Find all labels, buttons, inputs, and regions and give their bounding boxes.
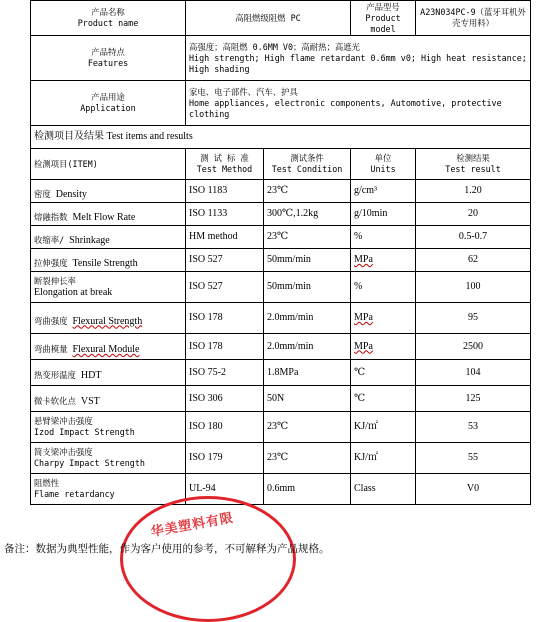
col-condition <box>264 149 351 180</box>
condition-cell: 2.0mm/min <box>264 334 351 360</box>
table-row <box>31 386 531 412</box>
product-model-label <box>351 1 416 36</box>
result-cell: 125 <box>416 386 531 412</box>
result-cell: 100 <box>416 272 531 303</box>
method-cell: ISO 1133 <box>186 203 264 226</box>
condition-cell: 50N <box>264 386 351 412</box>
application-value-cn: 家电、电子部件、汽车、护具 <box>189 86 298 97</box>
item-cell <box>31 334 186 360</box>
item-name-cn: 悬臂梁冲击强度 <box>34 416 93 426</box>
item-cell <box>31 203 186 226</box>
features-row <box>31 36 531 81</box>
method-cell: ISO 1183 <box>186 180 264 203</box>
application-label-en: Application <box>80 103 136 113</box>
table-row <box>31 203 531 226</box>
result-cell: 104 <box>416 360 531 386</box>
unit-cell: KJ/㎡ <box>351 412 416 443</box>
condition-cell: 1.8MPa <box>264 360 351 386</box>
unit-cell: % <box>351 226 416 249</box>
application-label-cn: 产品用途 <box>91 92 125 102</box>
item-name-en: VST <box>80 396 100 407</box>
method-cell: ISO 178 <box>186 334 264 360</box>
table-row <box>31 360 531 386</box>
product-model-label-en: Product model <box>365 12 401 34</box>
method-cell: ISO 75-2 <box>186 360 264 386</box>
condition-cell: 300℃,1.2kg <box>264 203 351 226</box>
result-cell: V0 <box>416 474 531 505</box>
unit-cell: ℃ <box>351 386 416 412</box>
item-name-cn: 微卡软化点 <box>34 396 76 406</box>
product-name-label-en: Product name <box>77 18 139 28</box>
item-name-en: Charpy Impact Strength <box>34 458 145 468</box>
footnote: 备注：数据为典型性能，作为客户使用的参考，不可解释为产品规格。 <box>4 543 330 555</box>
column-header-row <box>31 149 531 180</box>
test-results <box>31 180 531 505</box>
unit-cell: g/10min <box>351 203 416 226</box>
item-name-en: Tensile Strength <box>72 257 138 269</box>
application-row <box>31 81 531 126</box>
result-cell: 55 <box>416 443 531 474</box>
col-unit <box>351 149 416 180</box>
method-cell: ISO 178 <box>186 303 264 334</box>
item-name-en: Density <box>55 188 87 200</box>
product-name-value: 高阻燃级阻燃 PC <box>186 1 351 36</box>
datasheet <box>30 0 530 505</box>
section-title: 检测项目及结果 Test items and results <box>31 126 531 149</box>
col-condition-cn: 测试条件 <box>290 153 324 163</box>
method-cell: ISO 527 <box>186 249 264 272</box>
table-row <box>31 226 531 249</box>
item-name-cn: 简支梁冲击强度 <box>34 447 93 457</box>
table-row <box>31 303 531 334</box>
item-cell <box>31 226 186 249</box>
unit-cell: % <box>351 272 416 303</box>
col-method <box>186 149 264 180</box>
item-name-cn: 拉伸强度 <box>34 257 68 268</box>
product-name-label <box>31 1 186 36</box>
table-row <box>31 443 531 474</box>
condition-cell: 23℃ <box>264 226 351 249</box>
table-row <box>31 474 531 505</box>
item-name-en: Flexural Module <box>72 344 140 355</box>
table-row <box>31 272 531 303</box>
features-value-cn: 高强度；高阻燃 0.6MM V0；高耐热；高遮光 <box>189 41 361 52</box>
result-cell: 2500 <box>416 334 531 360</box>
unit-cell: g/cm³ <box>351 180 416 203</box>
method-cell: ISO 527 <box>186 272 264 303</box>
method-cell: UL-94 <box>186 474 264 505</box>
item-name-cn: 弯曲强度 <box>34 315 68 326</box>
item-name-en: Flame retardancy <box>34 489 115 499</box>
col-method-cn: 测 试 标 准 <box>200 153 249 163</box>
features-label-en: Features <box>87 58 129 68</box>
method-cell: ISO 180 <box>186 412 264 443</box>
table-row <box>31 249 531 272</box>
col-result-en: Test result <box>445 164 501 174</box>
table-row <box>31 412 531 443</box>
item-name-en: HDT <box>80 370 102 381</box>
item-cell <box>31 443 186 474</box>
method-cell: HM method <box>186 226 264 249</box>
condition-cell: 23℃ <box>264 443 351 474</box>
product-name-label-cn: 产品名称 <box>91 7 125 17</box>
col-unit-cn: 单位 <box>374 153 392 163</box>
item-cell <box>31 272 186 303</box>
col-item: 检测项目(ITEM) <box>31 149 186 180</box>
item-name-en: Flexural Strength <box>72 315 143 327</box>
item-name-cn: 熔融指数 <box>34 211 68 222</box>
features-label <box>31 36 186 81</box>
result-cell: 53 <box>416 412 531 443</box>
col-result <box>416 149 531 180</box>
result-cell: 20 <box>416 203 531 226</box>
item-name-cn: 密度 <box>34 188 51 199</box>
features-value-en: High strength; High flame retardant 0.6mm v0; High heat resistance; High shading <box>189 52 527 74</box>
col-condition-en: Test Condition <box>271 164 343 174</box>
result-cell: 95 <box>416 303 531 334</box>
item-name-cn: 弯曲模量 <box>34 344 68 354</box>
section-title-row <box>31 126 531 149</box>
item-name-cn: 收缩率/ <box>34 234 65 245</box>
item-name-cn: 断裂伸长率 <box>34 275 76 286</box>
item-cell <box>31 386 186 412</box>
item-name-en: Elongation at break <box>34 286 113 298</box>
result-cell: 0.5-0.7 <box>416 226 531 249</box>
item-cell <box>31 360 186 386</box>
unit-cell: Class <box>351 474 416 505</box>
method-cell: ISO 306 <box>186 386 264 412</box>
result-cell: 62 <box>416 249 531 272</box>
product-model-value: A23N034PC-9（蓝牙耳机外壳专用料） <box>416 1 531 36</box>
item-cell <box>31 412 186 443</box>
col-method-en: Test Method <box>196 164 253 174</box>
unit-cell: KJ/㎡ <box>351 443 416 474</box>
features-label-cn: 产品特点 <box>91 47 125 57</box>
result-cell: 1.20 <box>416 180 531 203</box>
item-cell <box>31 249 186 272</box>
header-row <box>31 1 531 36</box>
item-cell <box>31 303 186 334</box>
unit-cell: MPa <box>351 303 416 334</box>
item-cell <box>31 180 186 203</box>
col-unit-en: Units <box>370 164 396 174</box>
company-seal-text: 华美塑料有限 <box>149 510 236 541</box>
condition-cell: 50mm/min <box>264 249 351 272</box>
item-name-en: Shrinkage <box>69 234 110 246</box>
application-value <box>186 81 531 126</box>
method-cell: ISO 179 <box>186 443 264 474</box>
item-name-cn: 阻燃性 <box>34 478 60 488</box>
unit-cell: ℃ <box>351 360 416 386</box>
condition-cell: 50mm/min <box>264 272 351 303</box>
condition-cell: 2.0mm/min <box>264 303 351 334</box>
unit-cell: MPa <box>351 334 416 360</box>
item-name-cn: 热变形温度 <box>34 370 76 380</box>
unit-cell: MPa <box>351 249 416 272</box>
condition-cell: 23℃ <box>264 412 351 443</box>
item-name-en: Izod Impact Strength <box>34 427 135 437</box>
table-row <box>31 180 531 203</box>
application-label <box>31 81 186 126</box>
table-row <box>31 334 531 360</box>
col-result-cn: 检测结果 <box>456 153 490 163</box>
item-cell <box>31 474 186 505</box>
application-value-en: Home appliances, electronic components, Automotive, protective clothing <box>189 97 502 119</box>
product-model-label-cn: 产品型号 <box>366 1 400 12</box>
item-name-en: Melt Flow Rate <box>72 211 136 223</box>
condition-cell: 23℃ <box>264 180 351 203</box>
features-value <box>186 36 531 81</box>
condition-cell: 0.6mm <box>264 474 351 505</box>
spec-table <box>30 0 531 505</box>
